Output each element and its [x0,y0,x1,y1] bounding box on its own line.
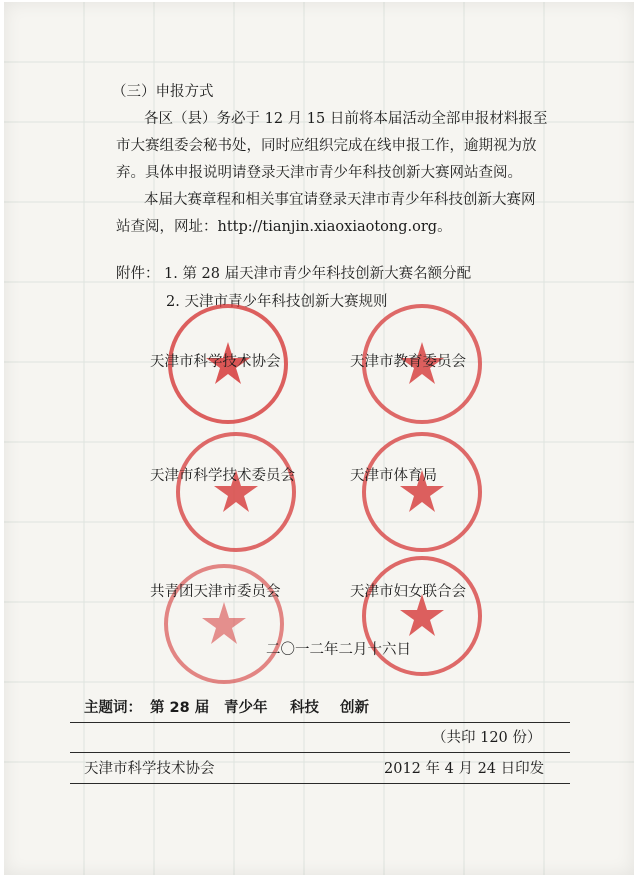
signatory-6: 天津市妇女联合会 [350,584,466,600]
attachment-item-1: 1. 第 28 届天津市青少年科技创新大赛名额分配 [164,266,472,282]
keyword-2: 青少年 [224,700,268,716]
signatory-1: 天津市科学技术协会 [150,354,281,370]
issue-date: 二〇一二年二月十六日 [266,642,411,658]
section-heading: （三）申报方式 [112,84,214,100]
seal-science-commission [174,430,298,554]
seal-youth-league [162,562,286,686]
footer-rule-bottom [70,783,570,784]
para2-line1: 本届大赛章程和相关事宜请登录天津市青少年科技创新大赛网 [144,192,536,208]
document-page [4,2,634,875]
keywords-label: 主题词： [84,700,142,716]
footer-issue-date: 2012 年 4 月 24 日印发 [384,761,545,777]
attachment-item-2: 2. 天津市青少年科技创新大赛规则 [166,294,388,310]
para1-line2: 市大赛组委会秘书处，同时应组织完成在线申报工作，逾期视为放 [116,138,537,154]
print-count: （共印 120 份） [432,730,542,746]
seal-sports-bureau [360,430,484,554]
footer-issuer: 天津市科学技术协会 [84,761,215,777]
para1-line3: 弃。具体申报说明请登录天津市青少年科技创新大赛网站查阅。 [116,165,522,181]
para2-line2: 站查阅，网址：http://tianjin.xiaoxiaotong.org。 [116,219,452,235]
signatory-2: 天津市教育委员会 [350,354,466,370]
keyword-1: 第 28 届 [150,700,210,716]
signatory-5: 共青团天津市委员会 [150,584,281,600]
keyword-3: 科技 [290,700,319,716]
keyword-4: 创新 [340,700,369,716]
footer-rule-top [70,752,570,753]
keywords-rule [70,722,570,723]
signatory-3: 天津市科学技术委员会 [150,468,295,484]
signatory-4: 天津市体育局 [350,468,437,484]
attachments-label: 附件： [116,266,160,282]
para1-line1: 各区（县）务必于 12 月 15 日前将本届活动全部申报材料报至 [144,111,548,127]
